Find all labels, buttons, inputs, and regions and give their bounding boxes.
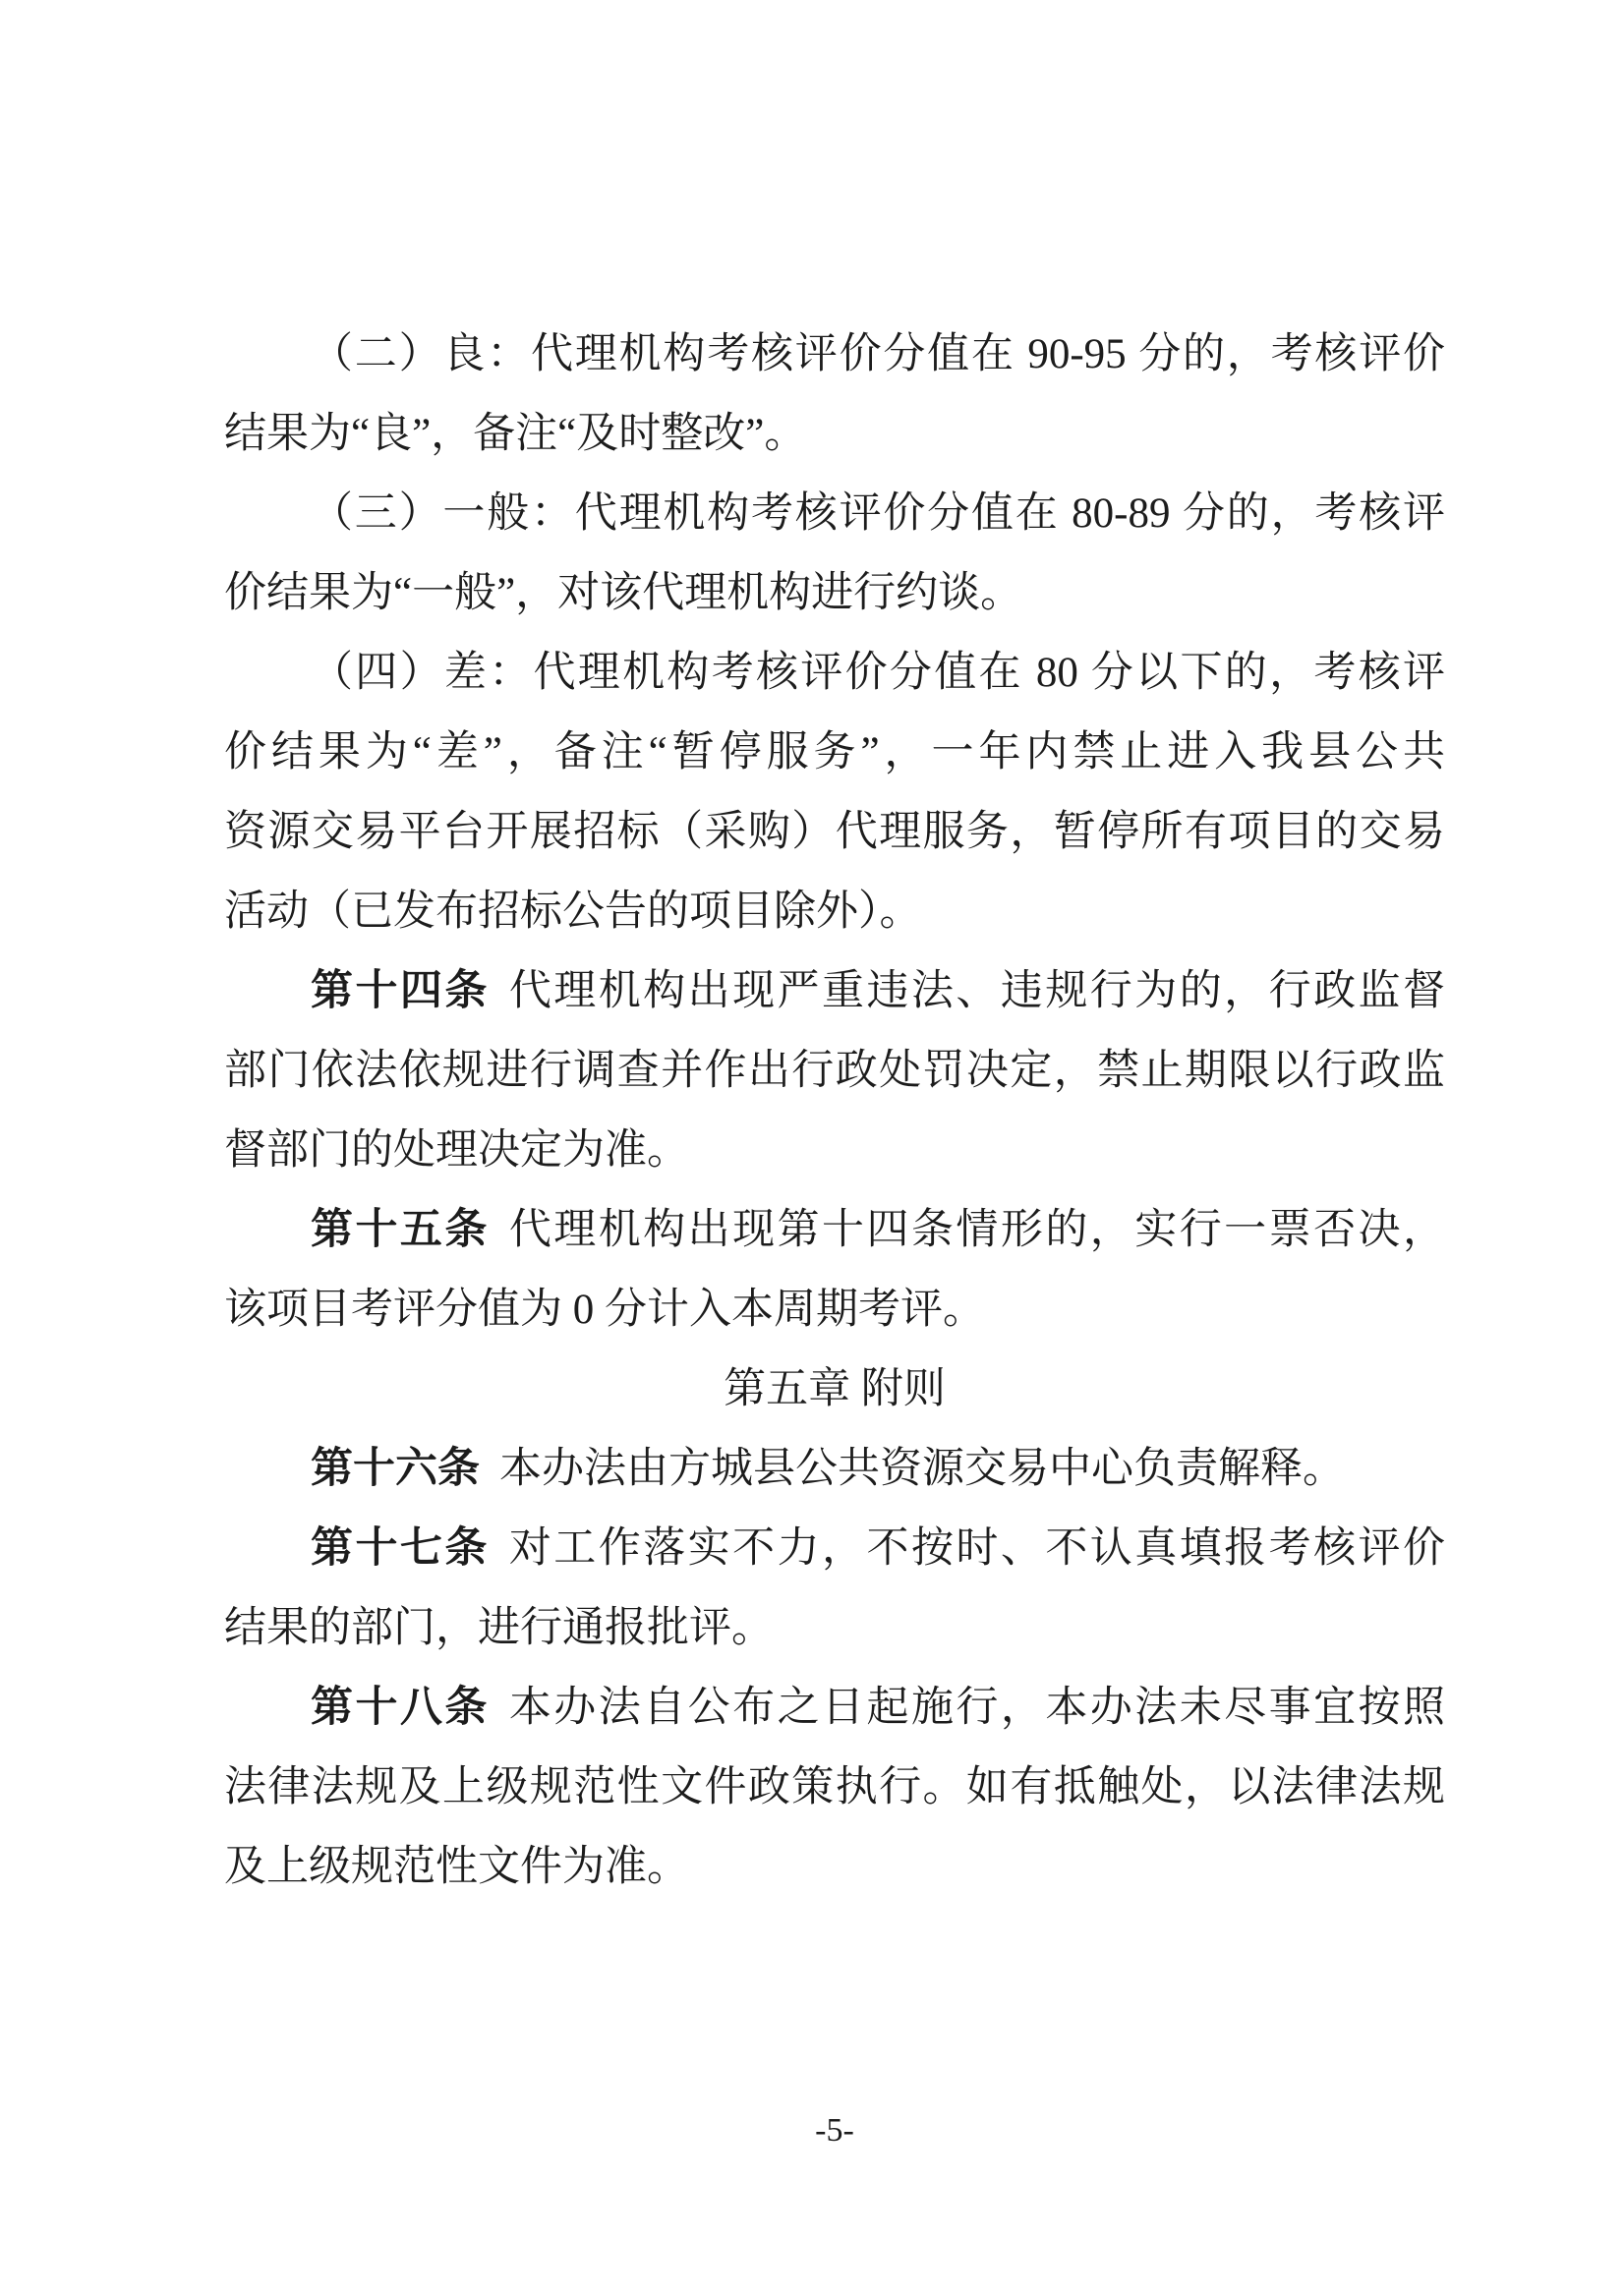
article-paragraph: [224, 1509, 1445, 1668]
line-text: 结果的部门，进行通报批评。: [224, 1605, 774, 1651]
article-paragraph: [224, 1668, 1445, 1907]
text-line: [224, 1111, 1445, 1190]
article-number: 第十四条: [311, 968, 490, 1014]
line-text: 督部门的处理决定为准。: [224, 1127, 689, 1174]
line-text: 该项目考评分值为 0 分计入本周期考评。: [224, 1287, 985, 1333]
text-line: [224, 1748, 1445, 1827]
chapter-article-list: [224, 1429, 1445, 1907]
text-line: [224, 1031, 1445, 1111]
text-line: [224, 1190, 1445, 1270]
article-paragraph: [224, 1190, 1445, 1349]
document-body: [224, 315, 1445, 1907]
page-number: -5-: [815, 2112, 854, 2149]
line-text: 活动（已发布招标公告的项目除外）。: [224, 889, 922, 935]
line-text: 资源交易平台开展招标（采购）代理服务，暂停所有项目的交易: [224, 809, 1445, 855]
evaluation-level-item: [224, 474, 1445, 633]
article-list: [224, 951, 1445, 1349]
line-text: 价结果为“一般”，对该代理机构进行约谈。: [224, 570, 1023, 616]
line-text: 法律法规及上级规范性文件政策执行。如有抵触处，以法律法规: [224, 1764, 1445, 1810]
line-text: 对工作落实不力，不按时、不认真填报考核评价: [508, 1525, 1446, 1572]
text-line: [224, 1270, 1445, 1349]
article-number: 第十五条: [311, 1207, 490, 1253]
line-text: 代理机构出现严重违法、违规行为的，行政监督: [508, 968, 1446, 1014]
text-line: [224, 633, 1445, 713]
evaluation-level-item: [224, 315, 1445, 474]
line-text: 本办法自公布之日起施行，本办法未尽事宜按照: [508, 1685, 1446, 1731]
line-text: 结果为“良”，备注“及时整改”。: [224, 411, 807, 457]
text-line: [224, 1429, 1445, 1509]
article-number: 第十八条: [311, 1685, 490, 1731]
chapter-heading: 第五章 附则: [724, 1366, 946, 1412]
line-text: 及上级规范性文件为准。: [224, 1844, 689, 1890]
article-paragraph: [224, 1429, 1445, 1509]
line-text: （四）差：代理机构考核评价分值在 80 分以下的，考核评: [311, 650, 1445, 696]
text-line: [224, 951, 1445, 1031]
text-line: [224, 1509, 1445, 1588]
article-number: 第十七条: [311, 1525, 490, 1572]
line-text: （三）一般：代理机构考核评价分值在 80-89 分的，考核评: [311, 490, 1445, 537]
line-text: 代理机构出现第十四条情形的，实行一票否决，: [508, 1207, 1446, 1253]
text-line: [224, 872, 1445, 951]
text-line: [224, 713, 1445, 792]
text-line: [224, 315, 1445, 394]
line-text: 部门依法依规进行调查并作出行政处罚决定，禁止期限以行政监: [224, 1048, 1445, 1094]
evaluation-level-item: [224, 633, 1445, 951]
line-text: 本办法由方城县公共资源交易中心负责解释。: [499, 1446, 1345, 1492]
text-line: [224, 1827, 1445, 1907]
text-line: [224, 792, 1445, 872]
text-line: [224, 553, 1445, 633]
text-line: [224, 394, 1445, 474]
line-text: 价结果为“差”，备注“暂停服务”，一年内禁止进入我县公共: [224, 729, 1445, 775]
evaluation-level-list: [224, 315, 1445, 951]
article-paragraph: [224, 951, 1445, 1190]
text-line: [224, 474, 1445, 553]
article-number: 第十六条: [311, 1446, 480, 1492]
text-line: [224, 1668, 1445, 1748]
line-text: （二）良：代理机构考核评价分值在 90-95 分的，考核评价: [311, 331, 1445, 377]
text-line: [224, 1588, 1445, 1668]
